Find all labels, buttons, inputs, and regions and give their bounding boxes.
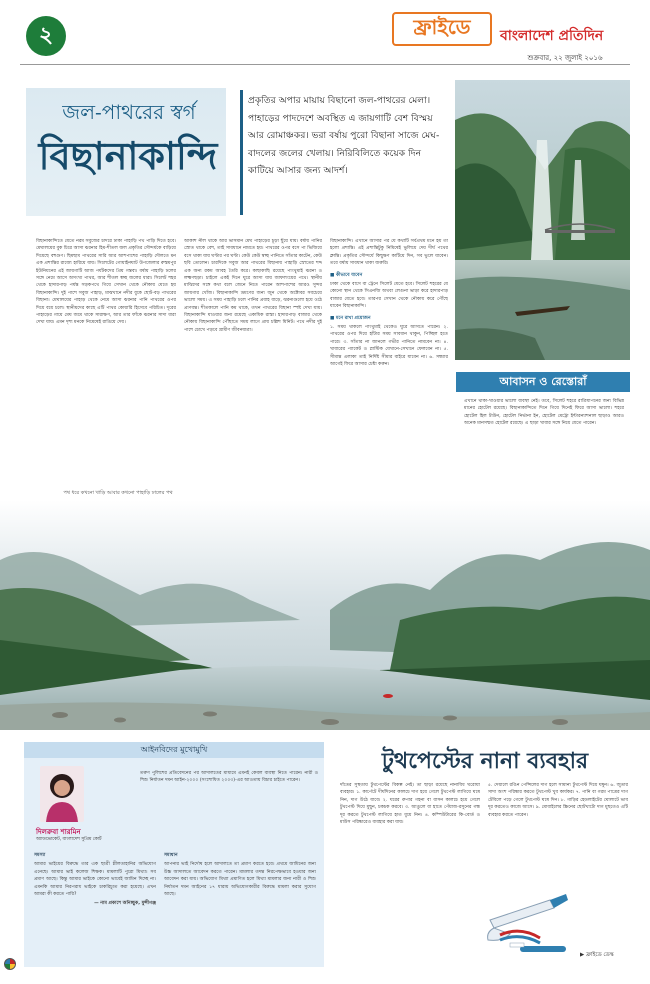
masthead-title: বাংলাদেশ প্রতিদিন	[500, 28, 604, 44]
page-number: ২	[38, 22, 54, 48]
section-logo	[392, 12, 492, 46]
lodging-text	[464, 398, 624, 470]
header-dots	[76, 38, 386, 42]
problem-signature: — নাম প্রকাশে অনিচ্ছুক, মুন্সীগঞ্জ	[94, 901, 156, 907]
toothpaste-title: টুথপেস্টের নানা ব্যবহার	[381, 748, 589, 774]
problem-label: সমস্যা	[34, 853, 46, 858]
toothpaste-column-1	[340, 782, 480, 966]
waterfall-photo	[455, 80, 630, 360]
section-logo-text: ফ্রাইডে	[413, 14, 471, 39]
qa-header: আইনবিদের মুখোমুখি	[140, 744, 208, 754]
toothbrush-icon	[480, 880, 570, 960]
issue-date: শুক্রবার, ২২ জুলাই ২০১৬	[527, 54, 603, 62]
solution-label: সমাধান	[164, 853, 178, 858]
how-to-go-heading	[330, 272, 448, 279]
feature-column-1	[36, 238, 176, 470]
toothpaste-column-1-text: দাঁতের সুস্থতায় টুথপেস্টের বিকল্প নেই। তা ছাড়া রয়েছে নানাবিধ ঘরোয়া ব্যবহার। ১. কার্পেটে দীর্ঘদিনের কালচে দাগ হয়ে গেলে টুথপেস্ট লাগিয়ে ঘষে নিন, দাগ উঠে যাবে। ২. ঘরের রুপার গহনা বা বাসন কালচে হয়ে গেলে টুথপেস্ট দিয়ে মুছুন, চকচক করবে। ৩. আঙুলে বা হাতে পেঁয়াজ-রসুনের গন্ধ দূর করতে টুথপেস্ট লাগিয়ে হাত ধুয়ে নিন। ৪. কম্পিউটারের কি-বোর্ড ও মাউস পরিষ্কারেও ব্যবহার করা যায়।	[340, 783, 480, 826]
feature-deck: প্রকৃতির অপার মায়ায় বিছানো জল-পাথরের মেলা। পাহাড়ের পাদদেশে অবস্থিত এ জায়গাটি বেশ বিস্ময় আর রোমাঞ্চকর। ভরা বর্ষায় পুরো বিছানা সাজে মেঘ-বাদলের জলের খেলায়। নিরিবিলিতে কয়েক দিন কাটিয়ে আসার জন্য আদর্শ।	[248, 95, 440, 176]
expert-title: অ্যাডভোকেট, বাংলাদেশ সুপ্রিম কোর্ট	[36, 837, 102, 842]
qa-intro	[140, 770, 318, 806]
feature-title: বিছানাকান্দি	[38, 133, 218, 178]
feature-column-3-text: বিছানাকান্দি। এখানে আসার পর যে কথাটি সর্বপ্রথম মনে হয় তা হলো প্রশান্তি। এই প্রশান্তিটুকু নিমিষেই ভুলিয়ে দেয় দীর্ঘ পথের ক্লান্তি। প্রকৃতির সৌন্দর্যে কিছুক্ষণ কাটিয়ে দিন, সব ভুলে যাবেন। তবে বর্ষায় সাবধান থাকা জরুরি।	[330, 239, 448, 267]
registration-mark-icon	[4, 958, 16, 970]
feature-column-2	[184, 238, 322, 540]
lodging-body: এখানে থাকা-খাওয়ার ভালো ব্যবস্থা নেই। তবে, সিলেট শহরে রাত্রিযাপনের জন্য বিভিন্ন মানের হোটেল রয়েছে। বিছানাকান্দিতে দিনে গিয়ে দিনেই ফিরে আসা ভালো। শহরে হোটেল হিল টাউন, হোটেল নির্ভানা ইন, হোটেল মেট্রো ইন্টারন্যাশনাল ছাড়াও আরও অনেক মানসম্মত হোটেল রয়েছে। এ ছাড়া খাবার সঙ্গে নিয়ে যেতে পারেন।	[464, 399, 624, 427]
toothpaste-credit-arrow-icon: ▶	[580, 952, 586, 958]
landscape-photo	[0, 500, 650, 730]
how-to-go-icon: ■	[330, 272, 336, 278]
masthead-dots	[560, 14, 630, 18]
qa-intro-text: তরুণ পুলিশের প্রতিবেদনের পর আদালতের মাধ্যমে এমনই কেবল ব্যবস্থা নিতে পারেন। নারী ও শিশু নির্যাতন দমন আইন-২০০০ (সংশোধিত ২০০৩)-এর আওতায় বিচার চাইতে পারেন।	[140, 771, 318, 784]
masthead	[500, 24, 630, 64]
expert-photo	[40, 766, 84, 822]
lodging-header	[456, 372, 630, 392]
waterfall-illustration	[455, 80, 630, 360]
page-number-badge	[26, 16, 66, 56]
feature-column-1-text: বিছানাকান্দিতে যেতে নরম সবুজের চাদরে ঢাকা পাহাড়ি পথ পাড়ি দিতে হবে। মেঘালয়ের বুক চিরে আসা ঝরনার হিম-শীতল জল প্রকৃতির সৌন্দর্যকে বাড়িয়ে দিয়েছে বহুগুণ। ছিমছাম পাথরের সারি আর আশপাশের পাহাড়ি দৌলতে মন এক প্রশান্তির রাজ্যে হারিয়ে যায়। সিলেটের গোয়াইনঘাট উপজেলার রুস্তমপুর ইউনিয়নের এই জায়গাটি আজ পর্যটকদের প্রিয় গন্তব্য। বর্ষায় পাহাড়ি ঢলের সঙ্গে নেমে আসে অসংখ্য পাথর, আর শীতল স্বচ্ছ জলের ধারা। সিলেট শহর থেকে হাদারপাড় পর্যন্ত সড়কপথে গিয়ে সেখান থেকে নৌকায় যেতে হয় বিছানাকান্দি। দুই পাশে সবুজ পাহাড়, মাঝখানে নদীর বুকে ছোট-বড় পাথরের বিছানা। মেঘালয়ের পাহাড় থেকে নেমে আসা ঝরনার পানি পাথরের ওপর দিয়ে বয়ে চলে। স্থানীয়দের কাছে এটি পাথর কোয়ারি হিসেবে পরিচিত। দূরের পাহাড়ের গায়ে মেঘ জমে থাকে সারাক্ষণ, আর তার ফাঁকে ঝরনার সাদা ধারা দেখা যায়। এমন দৃশ্য মনকে নিমেষেই রাঙিয়ে দেয়।	[36, 239, 176, 326]
toothpaste-credit	[580, 952, 636, 960]
qa-header-bar	[24, 742, 324, 758]
problem-text: আমার ভাইয়ের বিরুদ্ধে তার এক ছাত্রী শ্লীলতাহানির অভিযোগ এনেছে। আমার ভাই কলেজ শিক্ষক। মামলাটি পুরো মিথ্যা। সব প্রমাণ আছে। কিন্তু আমার ভাইকে কোনো ভাবেই জামিন দিচ্ছে না। এমনকি আমার নিরপরাধ ভাইকে চাকরিচ্যুত করা হয়েছে। এখন আমরা কী করতে পারি?	[34, 862, 156, 898]
expert-avatar-icon	[40, 766, 84, 822]
tips-heading	[330, 315, 448, 322]
how-to-go-text: ঢাকা থেকে বাসে বা ট্রেনে সিলেট যেতে হবে। সিলেট শহরের যে কোনো স্থান থেকে সিএনজি অথবা লেগুনা ভাড়া করে হাদারপাড় বাজার যেতে হবে। তারপর সেখান থেকে নৌকায় করে পৌঁছে যাবেন বিছানাকান্দি।	[330, 282, 448, 310]
feature-column-1-caption: পথ ধরে কখনো খাড়ি আবার কখনো পাহাড়ি ঢালের পথ	[63, 490, 173, 496]
toothpaste-column-2	[488, 782, 628, 882]
tips-icon: ■	[330, 315, 336, 321]
toothpaste-credit-text: ফ্রাইডে ডেস্ক	[585, 952, 614, 958]
deck-rule	[240, 90, 243, 215]
qa-problem	[34, 852, 156, 962]
river-valley-illustration	[0, 500, 650, 730]
feature-column-2-text: আকাশ নীল থাকে আর ভাসমান মেঘ পাহাড়ের চূড়া ছুঁয়ে যায়। বর্ষায় পানির স্রোত থাকে বেশ, তাই সাবধানে নামতে হয়। পাথরের ওপর বসে পা ভিজিয়ে বসে থাকা যায় ঘণ্টার পর ঘণ্টা। কেউ কেউ স্বচ্ছ পানিতে সাঁতার কাটেন, কেউ ছবি তোলেন। চারদিকে সবুজ আর পাথরের বিছানায় পাহাড়ি স্রোতের শব্দ এক অন্য রকম আবহ তৈরি করে। কাছাকাছি রয়েছে পাংথুমাই ঝরনা ও লক্ষ্মণছড়া। চাইলে একই দিনে ঘুরে আসা যায় জাফলংয়ের পথে। স্থানীয় মাঝিদের সঙ্গে কথা বলে জেনে নিতে পারেন আশপাশের আরও সুন্দর জায়গার খোঁজ। বিছানাকান্দি ভ্রমণের জন্য জুন থেকে অক্টোবর সবচেয়ে ভালো সময়। এ সময় পাহাড়ি ঢলে পানির প্রবাহ বাড়ে, ঝরনাগুলো হয়ে ওঠে প্রাণবন্ত। শীতকালে পানি কম থাকে, তখন পাথরের বিছানা স্পষ্ট দেখা যায়। বিছানাকান্দি যাওয়ার জন্য রয়েছে একাধিক রাস্তা। হাদারপাড় বাজার থেকে নৌকায় বিছানাকান্দি পৌঁছাতে সময় লাগে প্রায় চল্লিশ মিনিট। পথে নদীর দুই পাশে চোখে পড়বে গ্রামীণ জীবনযাত্রা।	[184, 239, 322, 333]
expert-name: দিলরুবা শারমিন	[36, 828, 81, 836]
toothpaste-image	[480, 880, 570, 960]
qa-solution	[164, 852, 316, 962]
feature-kicker: জল-পাথরের স্বর্গ	[62, 100, 196, 124]
tips-text: ১. সময় থাকলে পাংথুমাই থেকেও ঘুরে আসতে পারেন। ২. পাথরের ওপর দিয়ে হাঁটার সময় সাবধান থাকুন, পিচ্ছিল হতে পারে। ৩. সাঁতার না জানলে গভীর পানিতে নামবেন না। ৪. খাবারের প্যাকেট ও প্লাস্টিক যেখানে-সেখানে ফেলবেন না। ৫. সীমান্ত এলাকা তাই নির্দিষ্ট সীমার বাইরে যাবেন না। ৬. সন্ধ্যার আগেই ফিরে আসার চেষ্টা করুন।	[330, 325, 448, 368]
tips-title: মনে রাখা প্রয়োজন	[335, 315, 371, 321]
solution-text: আপনার ভাই নির্দোষ হলে আদালতে তা প্রমাণ করতে হবে। প্রথমে জামিনের জন্য উচ্চ আদালতে আবেদন করতে পারেন। মামলার তদন্ত নিরপেক্ষভাবে হওয়ার জন্য আবেদন করা যায়। অভিযোগ মিথ্যা প্রমাণিত হলে মিথ্যা মামলার জন্য নারী ও শিশু নির্যাতন দমন আইনের ১৭ ধারায় অভিযোগকারীর বিরুদ্ধে মামলা করার সুযোগ আছে।	[164, 862, 316, 898]
toothpaste-column-2-text: ৫. দেয়ালে রঙিন পেন্সিলের দাগ হলে সামান্য টুথপেস্ট দিয়ে ঘষুন। ৬. জুতার সাদা অংশ পরিষ্কার করতে টুথপেস্ট খুব কার্যকর। ৭. পানি বা গরম পাত্রের দাগ টেবিলে পড়ে গেলে টুথপেস্ট ঘষে দিন। ৮. গাড়ির হেডলাইটের ঘোলাটে ভাব দূর করতেও কাজে আসে। ৯. মোবাইলের স্ক্রিনের ছোটখাটো দাগ মুছতেও এটি ব্যবহার করতে পারেন।	[488, 783, 628, 818]
header-rule	[20, 64, 630, 65]
how-to-go-title: কীভাবে যাবেন	[335, 272, 363, 278]
lodging-title: আবাসন ও রেস্তোরাঁ	[499, 374, 587, 388]
